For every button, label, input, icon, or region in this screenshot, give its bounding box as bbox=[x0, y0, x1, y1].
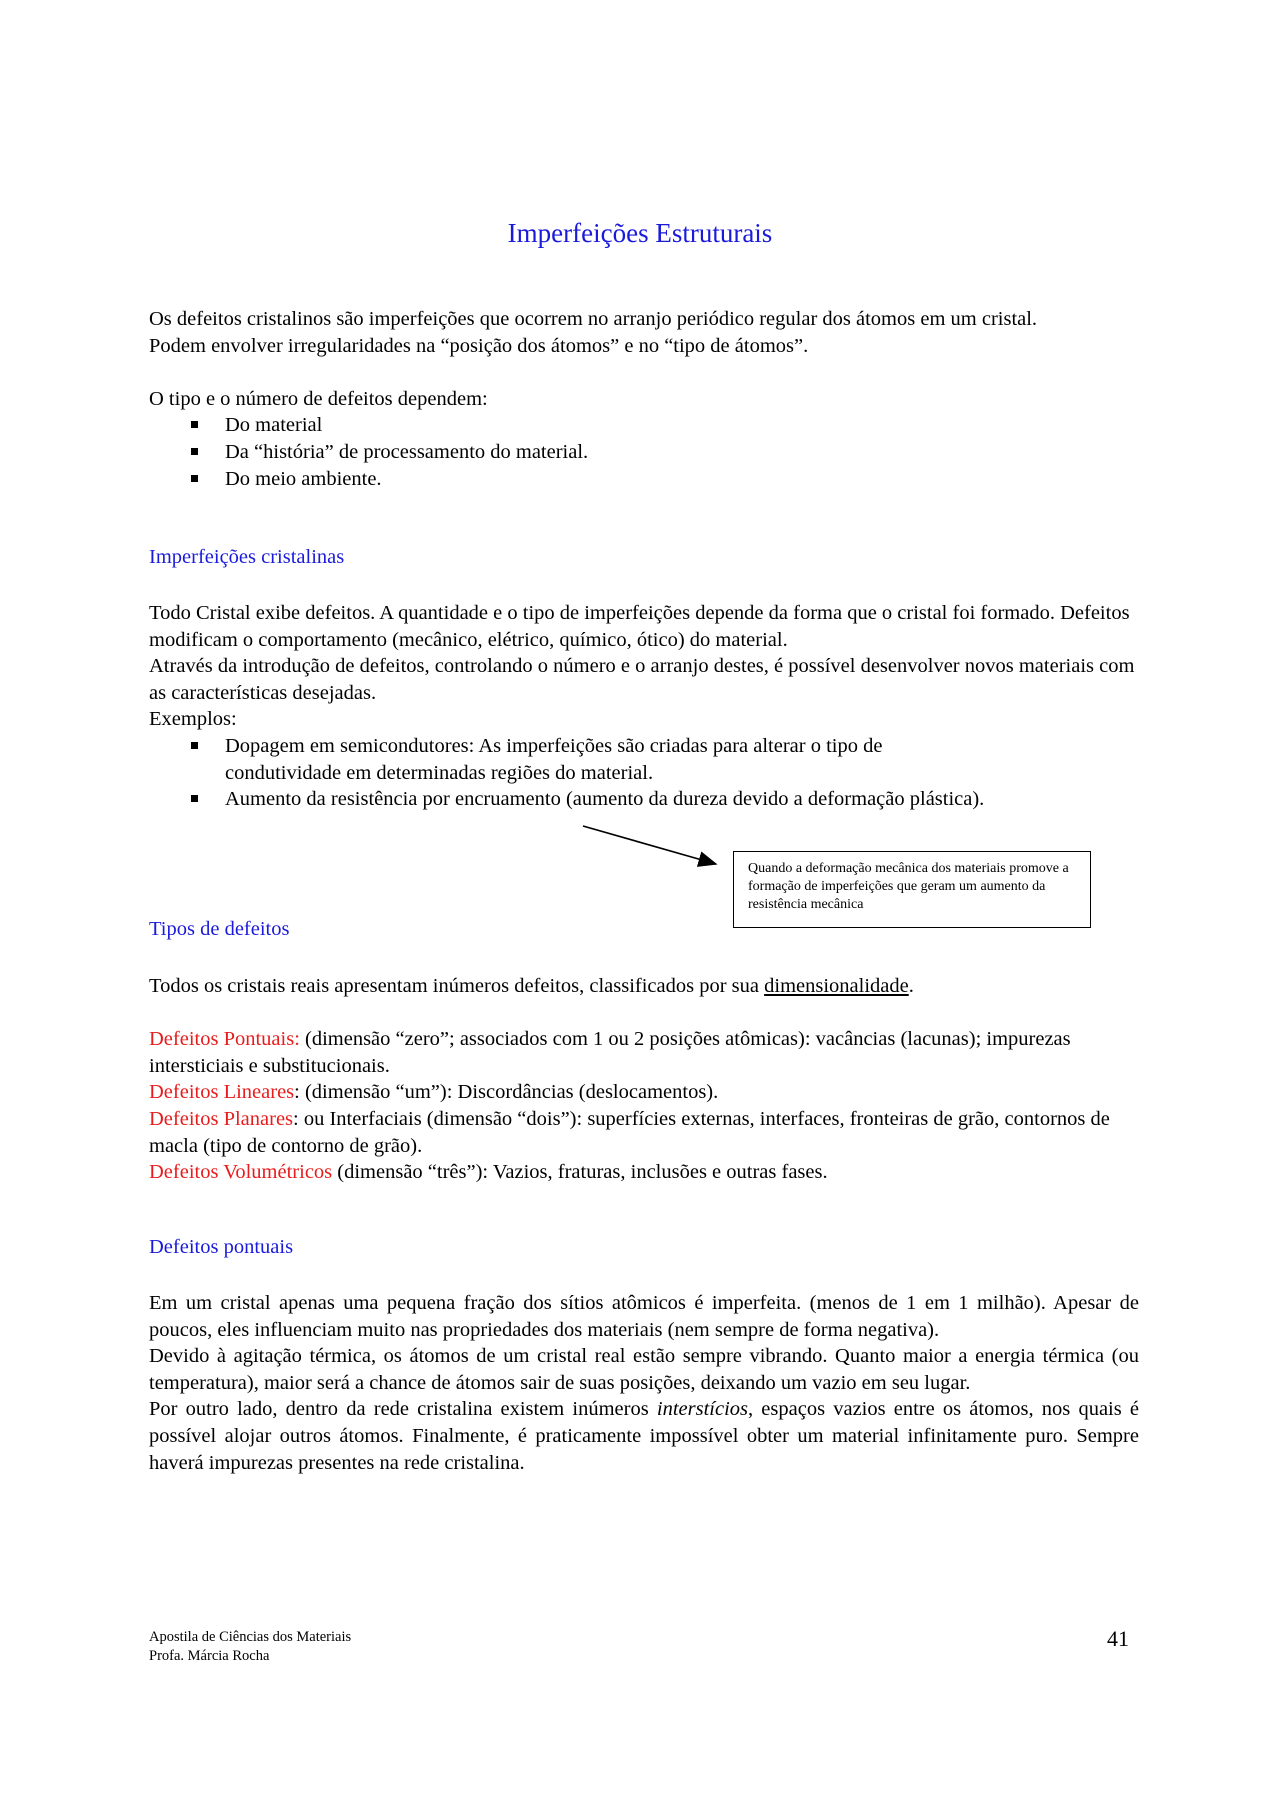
text-run: , espaços vazios entre os átomos, nos quais é possível alojar outros átomos. Finalmente, é praticamente impossível obter um material infinitamente puro. Sempre haverá impurezas presentes na rede cristalina. bbox=[149, 1398, 1139, 1474]
page-number: 41 bbox=[1107, 1626, 1129, 1651]
defect-type-label: Defeitos Planares bbox=[149, 1107, 294, 1130]
section3-block bbox=[149, 1290, 1139, 1476]
section1-paragraph-2: Através da introdução de defeitos, controlando o número e o arranjo destes, é possível desenvolver novos materiais com as características desejadas. bbox=[149, 655, 1135, 704]
note-box: Quando a deformação mecânica dos materiais promove a formação de imperfeições que geram um aumento da resistência mecânica bbox=[733, 851, 1091, 928]
defect-type-pontuais bbox=[149, 1026, 1139, 1079]
list-item: Do meio ambiente. bbox=[149, 466, 1139, 493]
section1-paragraph-3: Exemplos: bbox=[149, 708, 237, 731]
defect-type-text: : (dimensão “um”): Discordâncias (deslocamentos). bbox=[294, 1081, 719, 1104]
section2-block bbox=[149, 973, 1139, 1186]
section3-paragraph-2: Devido à agitação térmica, os átomos de um cristal real estão sempre vibrando. Quanto maior a energia térmica (ou temperatura), maior será a chance de átomos sair de suas posições, deixando um vazio em seu lugar. bbox=[149, 1345, 1139, 1394]
defect-type-text: (dimensão “três”): Vazios, fraturas, inclusões e outras fases. bbox=[332, 1161, 828, 1184]
underlined-term: dimensionalidade bbox=[764, 975, 909, 997]
defect-type-text: : ou Interfaciais (dimensão “dois”): superfícies externas, interfaces, fronteiras de grão, contornos de macla (tipo de contorno de grão). bbox=[149, 1107, 1110, 1157]
section-heading-pontuais: Defeitos pontuais bbox=[149, 1236, 294, 1258]
defect-type-text: (dimensão “zero”; associados com 1 ou 2 posições atômicas): vacâncias (lacunas); impurezas intersticiais e substitucionais. bbox=[149, 1028, 1071, 1077]
section1-paragraph-1: Todo Cristal exibe defeitos. A quantidade e o tipo de imperfeições depende da forma que o cristal foi formado. Defeitos modificam o comportamento (mecânico, elétrico, químico, ótico) do material. bbox=[149, 602, 1130, 651]
defect-type-volumetricos bbox=[149, 1159, 1139, 1186]
defect-type-label: Defeitos Lineares bbox=[149, 1081, 295, 1104]
defect-type-label: Defeitos Volumétricos bbox=[149, 1161, 333, 1184]
defect-type-lineares bbox=[149, 1079, 1139, 1106]
section3-paragraph-3 bbox=[149, 1396, 1139, 1476]
list-item: Aumento da resistência por encruamento (aumento da dureza devido a deformação plástica). bbox=[149, 786, 1139, 813]
intro-paragraph-1: Os defeitos cristalinos são imperfeições que ocorrem no arranjo periódico regular dos átomos em um cristal. bbox=[149, 308, 1038, 330]
footer-credits bbox=[149, 1628, 351, 1666]
section-heading-tipos: Tipos de defeitos bbox=[149, 918, 290, 940]
section2-paragraph-1 bbox=[149, 973, 1139, 1000]
section3-paragraph-1: Em um cristal apenas uma pequena fração dos sítios atômicos é imperfeita. (menos de 1 em 1 milhão). Apesar de poucos, eles influenciam muito nas propriedades dos materiais (nem sempre de forma negativa). bbox=[149, 1292, 1139, 1341]
spacer bbox=[149, 1000, 1139, 1027]
defect-type-planares bbox=[149, 1106, 1139, 1159]
footer-line-2: Profa. Márcia Rocha bbox=[149, 1648, 270, 1664]
page-title: Imperfeições Estruturais bbox=[507, 218, 773, 248]
footer-line-1: Apostila de Ciências dos Materiais bbox=[149, 1629, 352, 1645]
intro-paragraph-3: O tipo e o número de defeitos dependem: bbox=[149, 387, 488, 410]
intro-paragraph-2: Podem envolver irregularidades na “posição dos átomos” e no “tipo de átomos”. bbox=[149, 334, 809, 357]
italic-term: interstícios bbox=[656, 1398, 748, 1421]
list-item: Da “história” de processamento do material. bbox=[149, 439, 1139, 466]
list-item: Do material bbox=[149, 412, 1139, 439]
list-item: Dopagem em semicondutores: As imperfeições são criadas para alterar o tipo de condutividade em determinadas regiões do material. bbox=[149, 733, 1139, 786]
text-run: Por outro lado, dentro da rede cristalina existem inúmeros bbox=[149, 1398, 657, 1421]
section-heading-imperfeicoes: Imperfeições cristalinas bbox=[149, 546, 345, 568]
text-run: Todos os cristais reais apresentam inúmeros defeitos, classificados por sua bbox=[149, 975, 765, 997]
defect-type-label: Defeitos Pontuais: bbox=[149, 1028, 300, 1051]
text-run: . bbox=[908, 975, 914, 997]
